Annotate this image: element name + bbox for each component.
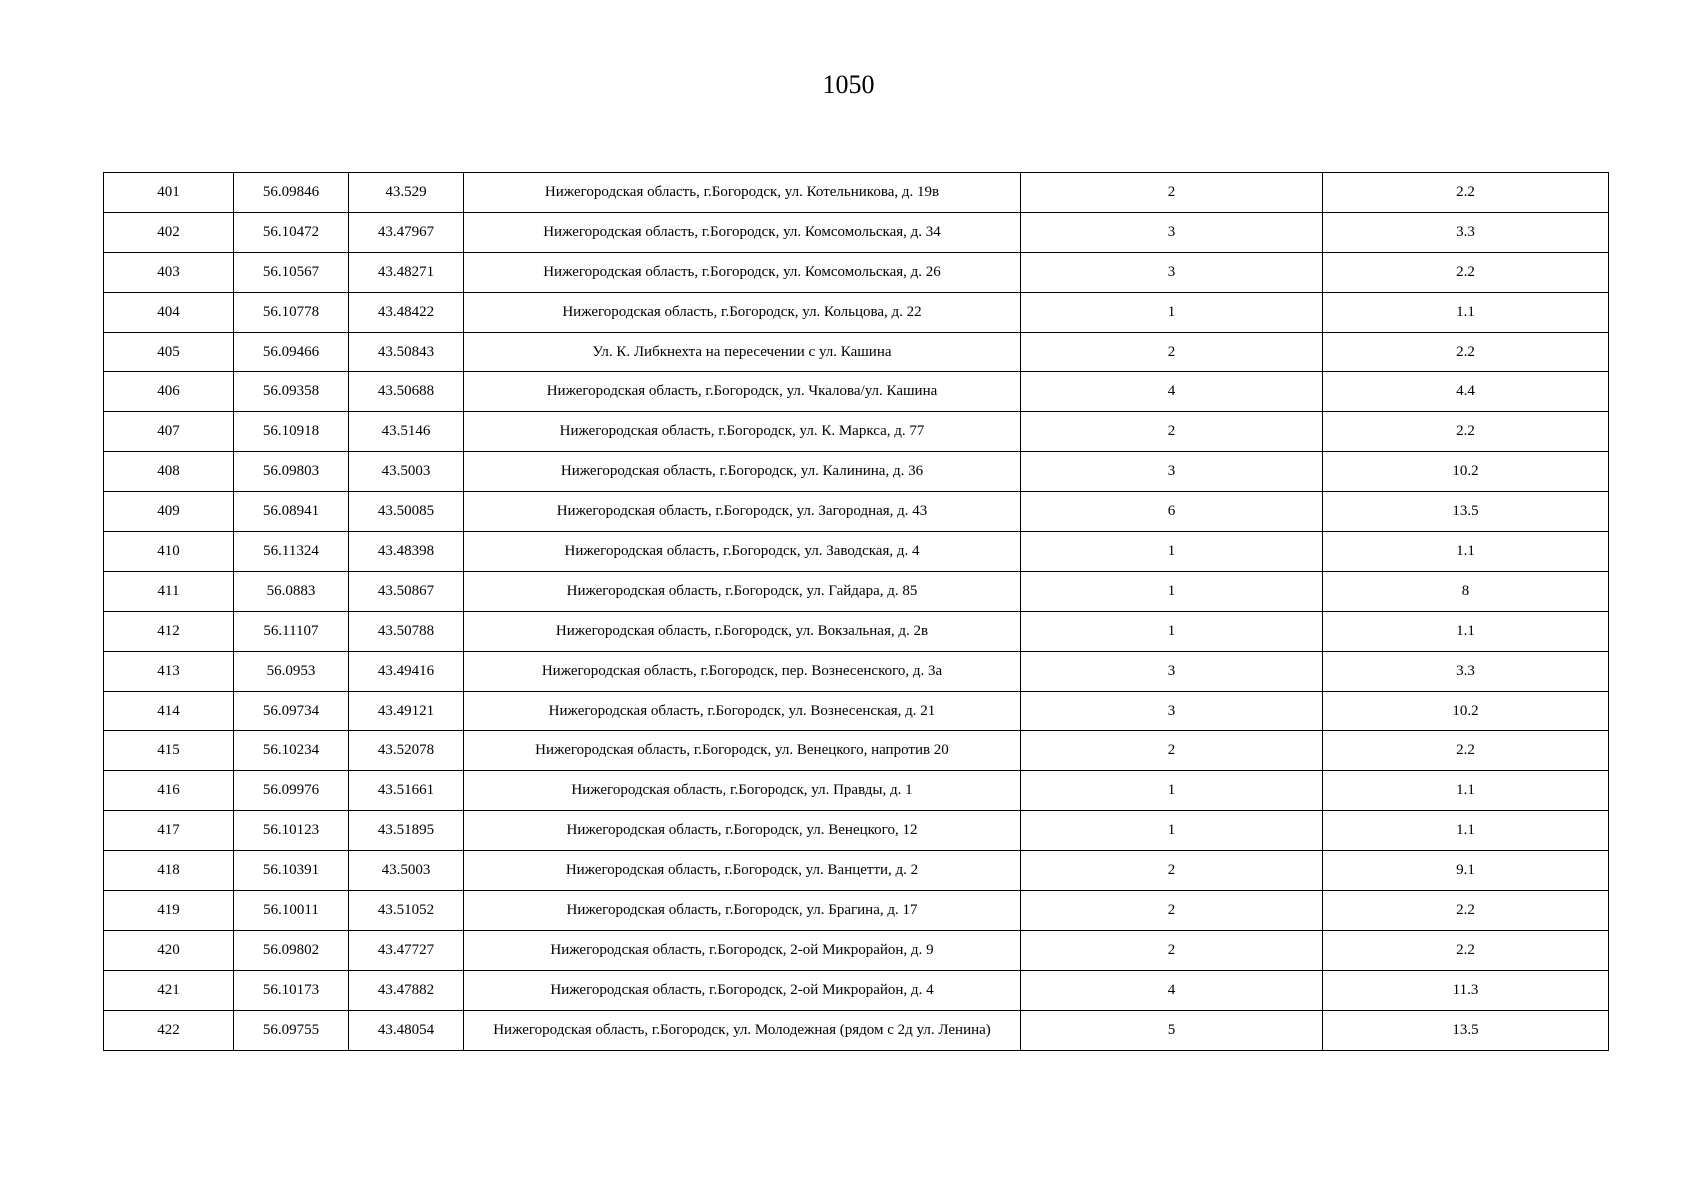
table-row [104,332,1609,372]
latitude-cell: 56.09846 [234,173,349,213]
row-number-cell: 401 [104,173,234,213]
address-cell: Нижегородская область, г.Богородск, ул. Чкалова/ул. Кашина [464,372,1021,412]
count-cell: 2 [1021,930,1323,970]
address-cell: Нижегородская область, г.Богородск, ул. Гайдара, д. 85 [464,571,1021,611]
address-cell: Нижегородская область, г.Богородск, ул. Комсомольская, д. 26 [464,252,1021,292]
volume-cell: 2.2 [1323,930,1609,970]
latitude-cell: 56.0883 [234,571,349,611]
latitude-cell: 56.10472 [234,212,349,252]
count-cell: 5 [1021,1010,1323,1050]
volume-cell: 13.5 [1323,1010,1609,1050]
volume-cell: 2.2 [1323,173,1609,213]
row-number-cell: 402 [104,212,234,252]
count-cell: 4 [1021,970,1323,1010]
longitude-cell: 43.48398 [349,532,464,572]
address-cell: Нижегородская область, г.Богородск, ул. Заводская, д. 4 [464,532,1021,572]
count-cell: 1 [1021,292,1323,332]
row-number-cell: 412 [104,611,234,651]
address-cell: Нижегородская область, г.Богородск, ул. Правды, д. 1 [464,771,1021,811]
table-row [104,212,1609,252]
latitude-cell: 56.10011 [234,891,349,931]
count-cell: 6 [1021,492,1323,532]
table-row [104,771,1609,811]
latitude-cell: 56.10173 [234,970,349,1010]
row-number-cell: 418 [104,851,234,891]
longitude-cell: 43.48271 [349,252,464,292]
address-cell: Нижегородская область, г.Богородск, 2-ой Микрорайон, д. 9 [464,930,1021,970]
row-number-cell: 409 [104,492,234,532]
volume-cell: 9.1 [1323,851,1609,891]
row-number-cell: 404 [104,292,234,332]
volume-cell: 13.5 [1323,492,1609,532]
address-cell: Нижегородская область, г.Богородск, ул. Брагина, д. 17 [464,891,1021,931]
count-cell: 2 [1021,891,1323,931]
table-row [104,731,1609,771]
longitude-cell: 43.48054 [349,1010,464,1050]
row-number-cell: 406 [104,372,234,412]
count-cell: 2 [1021,332,1323,372]
row-number-cell: 403 [104,252,234,292]
longitude-cell: 43.5003 [349,851,464,891]
registry-table [103,172,1609,1051]
row-number-cell: 415 [104,731,234,771]
volume-cell: 2.2 [1323,332,1609,372]
address-cell: Ул. К. Либкнехта на пересечении с ул. Кашина [464,332,1021,372]
latitude-cell: 56.11107 [234,611,349,651]
table-row [104,930,1609,970]
table-row [104,292,1609,332]
row-number-cell: 410 [104,532,234,572]
longitude-cell: 43.50688 [349,372,464,412]
latitude-cell: 56.09466 [234,332,349,372]
volume-cell: 11.3 [1323,970,1609,1010]
registry-table-body [104,173,1609,1051]
row-number-cell: 419 [104,891,234,931]
row-number-cell: 417 [104,811,234,851]
longitude-cell: 43.47727 [349,930,464,970]
table-row [104,651,1609,691]
address-cell: Нижегородская область, г.Богородск, ул. Вознесенская, д. 21 [464,691,1021,731]
count-cell: 3 [1021,651,1323,691]
latitude-cell: 56.10567 [234,252,349,292]
address-cell: Нижегородская область, г.Богородск, ул. Загородная, д. 43 [464,492,1021,532]
longitude-cell: 43.51661 [349,771,464,811]
count-cell: 1 [1021,532,1323,572]
table-row [104,412,1609,452]
row-number-cell: 422 [104,1010,234,1050]
volume-cell: 1.1 [1323,611,1609,651]
volume-cell: 2.2 [1323,891,1609,931]
latitude-cell: 56.09755 [234,1010,349,1050]
count-cell: 2 [1021,412,1323,452]
table-row [104,532,1609,572]
latitude-cell: 56.11324 [234,532,349,572]
count-cell: 2 [1021,173,1323,213]
longitude-cell: 43.48422 [349,292,464,332]
count-cell: 2 [1021,851,1323,891]
count-cell: 1 [1021,571,1323,611]
table-row [104,851,1609,891]
volume-cell: 1.1 [1323,292,1609,332]
longitude-cell: 43.47967 [349,212,464,252]
longitude-cell: 43.5003 [349,452,464,492]
longitude-cell: 43.49121 [349,691,464,731]
latitude-cell: 56.09976 [234,771,349,811]
table-row [104,891,1609,931]
longitude-cell: 43.52078 [349,731,464,771]
volume-cell: 2.2 [1323,252,1609,292]
count-cell: 1 [1021,811,1323,851]
latitude-cell: 56.09358 [234,372,349,412]
latitude-cell: 56.09802 [234,930,349,970]
volume-cell: 1.1 [1323,771,1609,811]
address-cell: Нижегородская область, г.Богородск, ул. Кольцова, д. 22 [464,292,1021,332]
row-number-cell: 421 [104,970,234,1010]
volume-cell: 3.3 [1323,212,1609,252]
longitude-cell: 43.47882 [349,970,464,1010]
latitude-cell: 56.10778 [234,292,349,332]
table-row [104,372,1609,412]
row-number-cell: 411 [104,571,234,611]
row-number-cell: 408 [104,452,234,492]
latitude-cell: 56.08941 [234,492,349,532]
table-row [104,970,1609,1010]
latitude-cell: 56.10391 [234,851,349,891]
table-row [104,611,1609,651]
address-cell: Нижегородская область, г.Богородск, ул. Венецкого, 12 [464,811,1021,851]
count-cell: 3 [1021,691,1323,731]
longitude-cell: 43.50085 [349,492,464,532]
table-row [104,492,1609,532]
address-cell: Нижегородская область, г.Богородск, ул. Ванцетти, д. 2 [464,851,1021,891]
row-number-cell: 416 [104,771,234,811]
volume-cell: 8 [1323,571,1609,611]
volume-cell: 2.2 [1323,731,1609,771]
count-cell: 3 [1021,212,1323,252]
address-cell: Нижегородская область, г.Богородск, ул. Вокзальная, д. 2в [464,611,1021,651]
address-cell: Нижегородская область, г.Богородск, ул. Венецкого, напротив 20 [464,731,1021,771]
row-number-cell: 407 [104,412,234,452]
volume-cell: 3.3 [1323,651,1609,691]
table-row [104,452,1609,492]
address-cell: Нижегородская область, г.Богородск, ул. Калинина, д. 36 [464,452,1021,492]
latitude-cell: 56.10234 [234,731,349,771]
volume-cell: 10.2 [1323,452,1609,492]
count-cell: 2 [1021,731,1323,771]
count-cell: 1 [1021,771,1323,811]
volume-cell: 1.1 [1323,532,1609,572]
longitude-cell: 43.529 [349,173,464,213]
longitude-cell: 43.49416 [349,651,464,691]
longitude-cell: 43.50788 [349,611,464,651]
count-cell: 1 [1021,611,1323,651]
address-cell: Нижегородская область, г.Богородск, ул. Молодежная (рядом с 2д ул. Ленина) [464,1010,1021,1050]
count-cell: 3 [1021,452,1323,492]
address-cell: Нижегородская область, г.Богородск, ул. Комсомольская, д. 34 [464,212,1021,252]
latitude-cell: 56.0953 [234,651,349,691]
latitude-cell: 56.10123 [234,811,349,851]
count-cell: 3 [1021,252,1323,292]
page-number: 1050 [822,70,875,99]
count-cell: 4 [1021,372,1323,412]
table-row [104,571,1609,611]
volume-cell: 1.1 [1323,811,1609,851]
address-cell: Нижегородская область, г.Богородск, 2-ой Микрорайон, д. 4 [464,970,1021,1010]
row-number-cell: 414 [104,691,234,731]
address-cell: Нижегородская область, г.Богородск, ул. Котельникова, д. 19в [464,173,1021,213]
address-cell: Нижегородская область, г.Богородск, ул. К. Маркса, д. 77 [464,412,1021,452]
longitude-cell: 43.50867 [349,571,464,611]
table-row [104,1010,1609,1050]
address-cell: Нижегородская область, г.Богородск, пер. Вознесенского, д. 3а [464,651,1021,691]
volume-cell: 10.2 [1323,691,1609,731]
latitude-cell: 56.10918 [234,412,349,452]
longitude-cell: 43.51895 [349,811,464,851]
row-number-cell: 420 [104,930,234,970]
volume-cell: 4.4 [1323,372,1609,412]
row-number-cell: 405 [104,332,234,372]
row-number-cell: 413 [104,651,234,691]
volume-cell: 2.2 [1323,412,1609,452]
latitude-cell: 56.09734 [234,691,349,731]
table-row [104,173,1609,213]
latitude-cell: 56.09803 [234,452,349,492]
table-row [104,252,1609,292]
longitude-cell: 43.51052 [349,891,464,931]
table-row [104,811,1609,851]
longitude-cell: 43.50843 [349,332,464,372]
table-row [104,691,1609,731]
longitude-cell: 43.5146 [349,412,464,452]
